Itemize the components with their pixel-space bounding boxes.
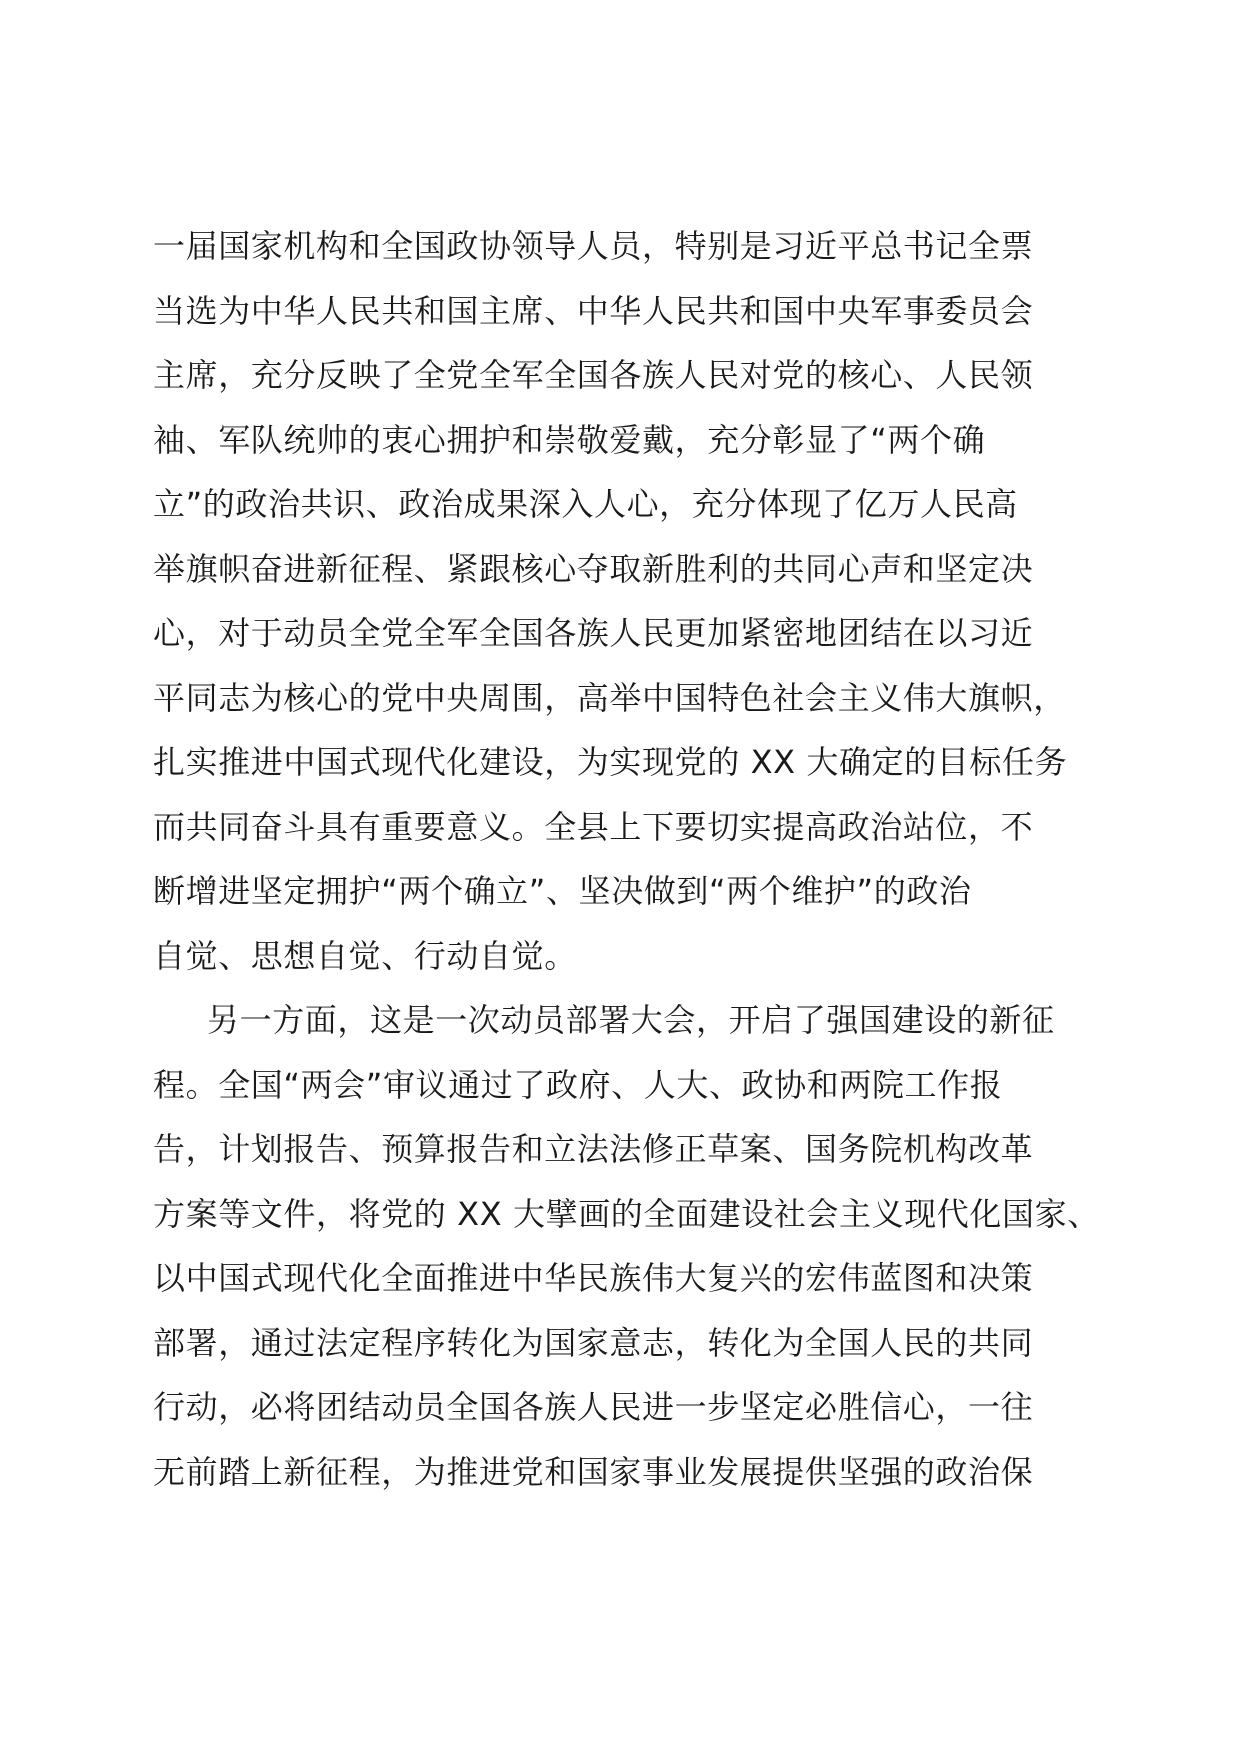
text-line: 以中国式现代化全面推进中华民族伟大复兴的宏伟蓝图和决策 (153, 1259, 1034, 1297)
text-line: 心，对于动员全党全军全国各族人民更加紧密地团结在以习近 (153, 614, 1034, 652)
text-line: 当选为中华人民共和国主席、中华人民共和国中央军事委员会 (153, 291, 1034, 330)
text-line: 主席，充分反映了全党全军全国各族人民对党的核心、人民领 (153, 356, 1034, 394)
text-line: 告，计划报告、预算报告和立法法修正草案、国务院机构改革 (153, 1130, 1034, 1168)
text-line: 立”的政治共识、政治成果深入人心，充分体现了亿万人民高 (153, 485, 1018, 523)
text-line: 无前踏上新征程，为推进党和国家事业发展提供坚强的政治保 (153, 1452, 1034, 1491)
text-line: 方案等文件，将党的 XX 大擘画的全面建设社会主义现代化国家、 (153, 1194, 1100, 1233)
text-line: 一届国家机构和全国政协领导人员，特别是习近平总书记全票 (153, 227, 1034, 265)
text-line: 而共同奋斗具有重要意义。全县上下要切实提高政治站位，不 (153, 807, 1034, 846)
paragraph-2 (153, 988, 1113, 1504)
text-line: 行动，必将团结动员全国各族人民进一步坚定必胜信心，一往 (153, 1388, 1034, 1426)
text-line: 程。全国“两会”审议通过了政府、人大、政协和两院工作报 (153, 1065, 1003, 1104)
text-line: 平同志为核心的党中央周围，高举中国特色社会主义伟大旗帜， (153, 678, 1066, 717)
text-line: 自觉、思想自觉、行动自觉。 (153, 936, 577, 975)
document-body (153, 214, 1113, 1504)
text-line: 举旗帜奋进新征程、紧跟核心夺取新胜利的共同心声和坚定决 (153, 549, 1034, 588)
text-line: 扎实推进中国式现代化建设，为实现党的 XX 大确定的目标任务 (153, 743, 1068, 781)
text-line: 部署，通过法定程序转化为国家意志，转化为全国人民的共同 (153, 1323, 1034, 1362)
text-line-first-indented: 另一方面，这是一次动员部署大会，开启了强国建设的新征 (207, 1001, 1055, 1039)
text-line: 袖、军队统帅的衷心拥护和崇敬爱戴，充分彰显了“两个确 (153, 420, 986, 459)
paragraph-1 (153, 214, 1113, 988)
text-line: 断增进坚定拥护“两个确立”、坚决做到“两个维护”的政治 (153, 872, 972, 910)
